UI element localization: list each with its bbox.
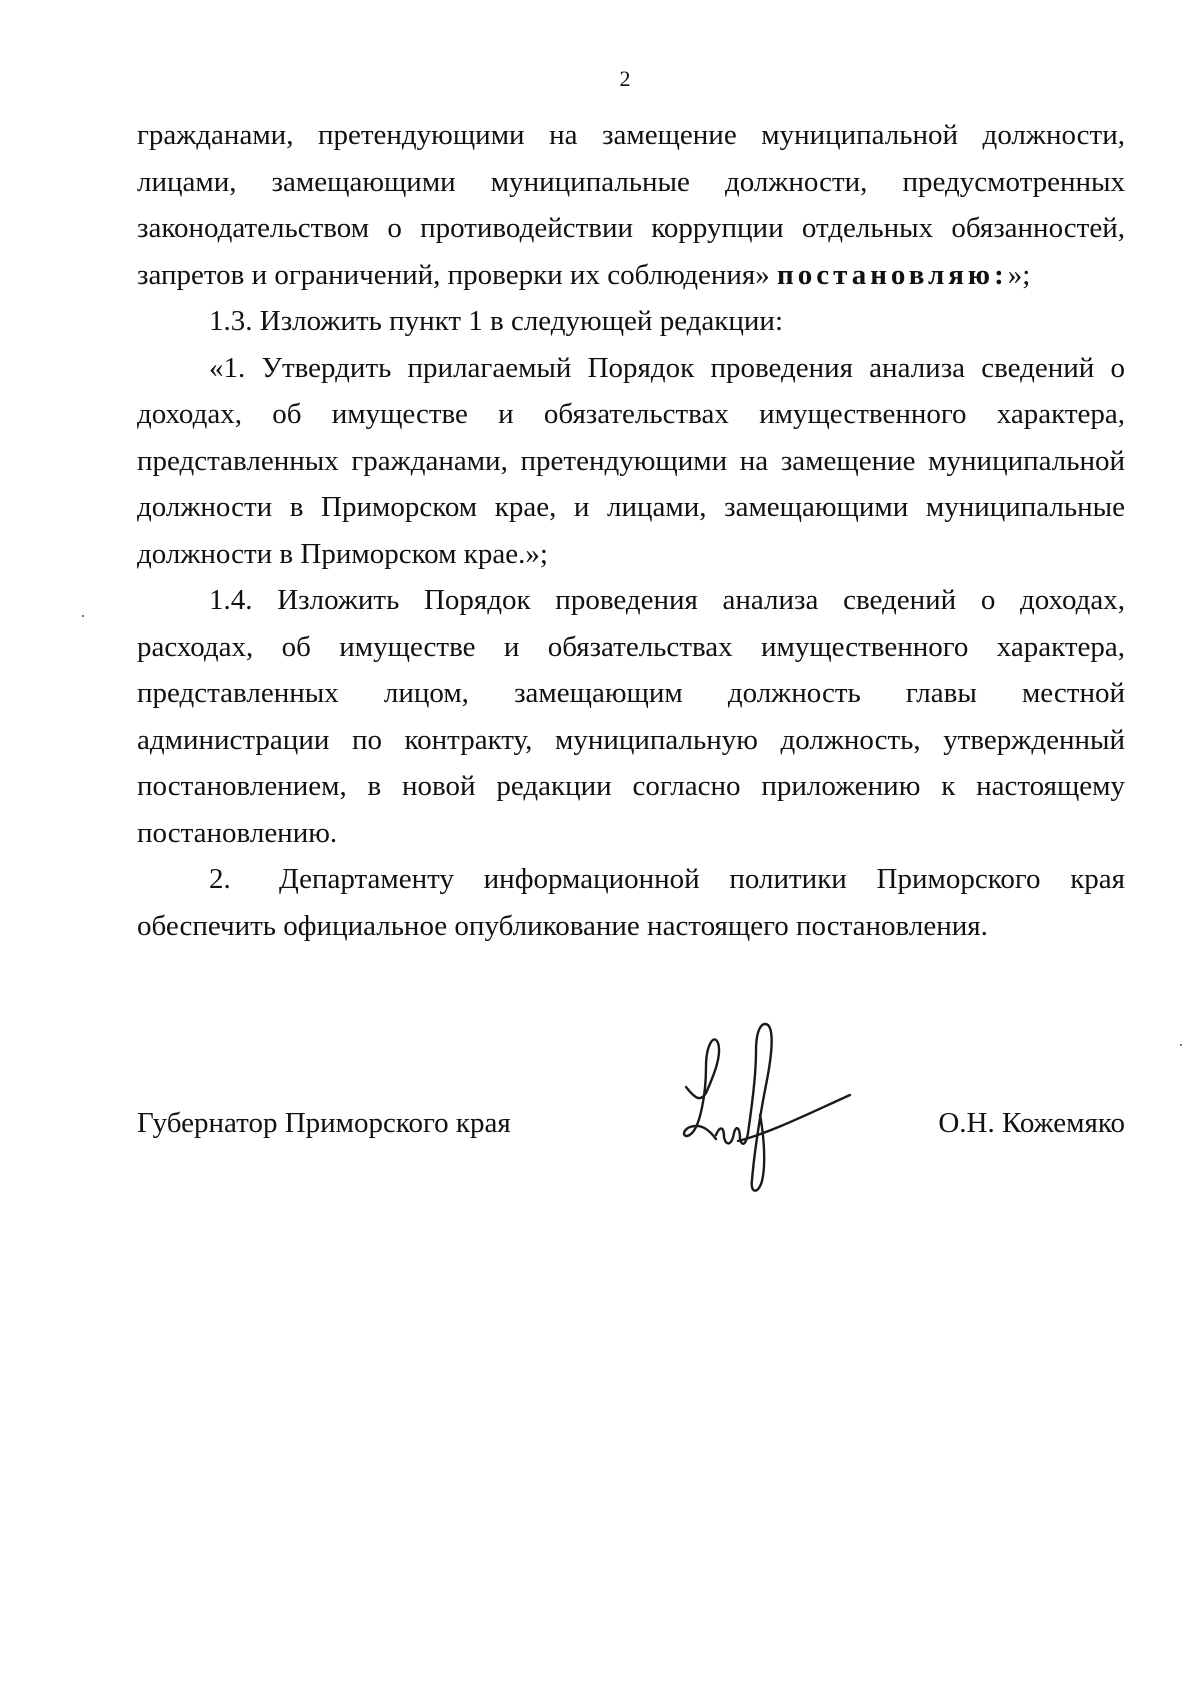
scan-artifact: [1180, 1044, 1182, 1046]
paragraph-continuation: [137, 112, 1125, 298]
page-number: 2: [619, 66, 631, 91]
paragraph-1-4: 1.4. Изложить Порядок проведения анализа сведений о доходах, расходах, об имуществе и обязательствах имущественного характера, представленных лицом, замещающим должность главы местной администрации по контракту, муниципальную должность, утвержденный постановлением, в новой редакции согласно приложению к настоящему постановлению.: [137, 584, 1125, 849]
paragraph-continuation-text: гражданами, претендующими на замещение муниципальной должности, лицами, замещающими муниципальные должности, предусмотренных законодательством о противодействии коррупции отдельных обязанностей, запретов и ограничений, проверки их соблюдения»: [137, 119, 1125, 291]
paragraph-2: [137, 856, 1125, 949]
document-body: [137, 112, 1125, 949]
paragraph-1-3: 1.3. Изложить пункт 1 в следующей редакции:: [209, 305, 784, 337]
paragraph-quoted-item-1: «1. Утвердить прилагаемый Порядок проведения анализа сведений о доходах, об имуществе и обязательствах имущественного характера, представленных гражданами, претендующими на замещение муниципальной должности в Приморском крае, и лицами, замещающими муниципальные должности в Приморском крае.»;: [137, 351, 1125, 570]
signatory-title: Губернатор Приморского края: [137, 1107, 511, 1139]
paragraph-2-text: Департаменту информационной политики Приморского края обеспечить официальное опубликование настоящего постановления.: [137, 863, 1125, 942]
handwritten-signature: [670, 1015, 870, 1200]
signatory-name: О.Н. Кожемяко: [938, 1107, 1125, 1139]
resolution-word: постановляю:: [777, 258, 1008, 291]
paragraph-continuation-tail: »;: [1007, 258, 1031, 291]
item-number: 2.: [209, 863, 231, 895]
scan-artifact: [82, 615, 84, 617]
